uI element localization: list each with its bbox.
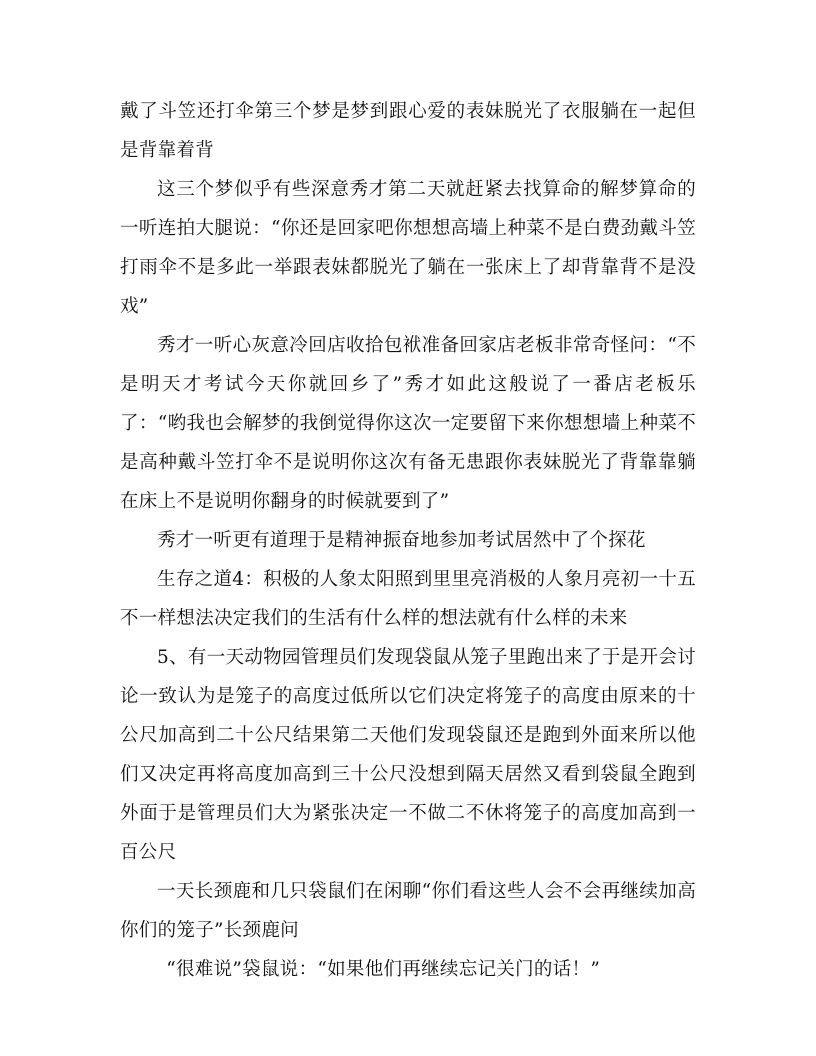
paragraph-3: 秀才一听心灰意冷回店收拾包袱准备回家店老板非常奇怪问：“不是明天才考试今天你就回乡了”秀才如此这般说了一番店老板乐了：“哟我也会解梦的我倒觉得你这次一定要留下来你想想墙上种菜不是高种戴斗笠打伞不是说明你这次有备无患跟你表妹脱光了背靠靠躺在床上不是说明你翻身的时候就要到了” xyxy=(120,335,696,512)
paragraph-8: “很难说”袋鼠说：“如果他们再继续忘记关门的话！” xyxy=(166,959,601,980)
paragraph-2: 这三个梦似乎有些深意秀才第二天就赶紧去找算命的解梦算命的一听连拍大腿说：“你还是回家吧你想想高墙上种菜不是白费劲戴斗笠打雨伞不是多此一举跟表妹都脱光了躺在一张床上了却背靠背不是没戏” xyxy=(120,179,696,317)
document-body xyxy=(120,92,696,989)
paragraph-4: 秀才一听更有道理于是精神振奋地参加考试居然中了个探花 xyxy=(157,530,646,551)
paragraph-6: 5、有一天动物园管理员们发现袋鼠从笼子里跑出来了于是开会讨论一致认为是笼子的高度过低所以它们决定将笼子的高度由原来的十公尺加高到二十公尺结果第二天他们发现袋鼠还是跑到外面来所以他们又决定再将高度加高到三十公尺没想到隔天居然又看到袋鼠全跑到外面于是管理员们大为紧张决定一不做二不休将笼子的高度加高到一百公尺 xyxy=(120,647,696,863)
paragraph-5: 生存之道4：积极的人象太阳照到里里亮消极的人象月亮初一十五不一样想法决定我们的生活有什么样的想法就有什么样的未来 xyxy=(120,569,696,629)
paragraph-1: 戴了斗笠还打伞第三个梦是梦到跟心爱的表妹脱光了衣服躺在一起但是背靠着背 xyxy=(120,101,696,161)
paragraph-7: 一天长颈鹿和几只袋鼠们在闲聊“你们看这些人会不会再继续加高你们的笼子”长颈鹿问 xyxy=(120,881,696,941)
